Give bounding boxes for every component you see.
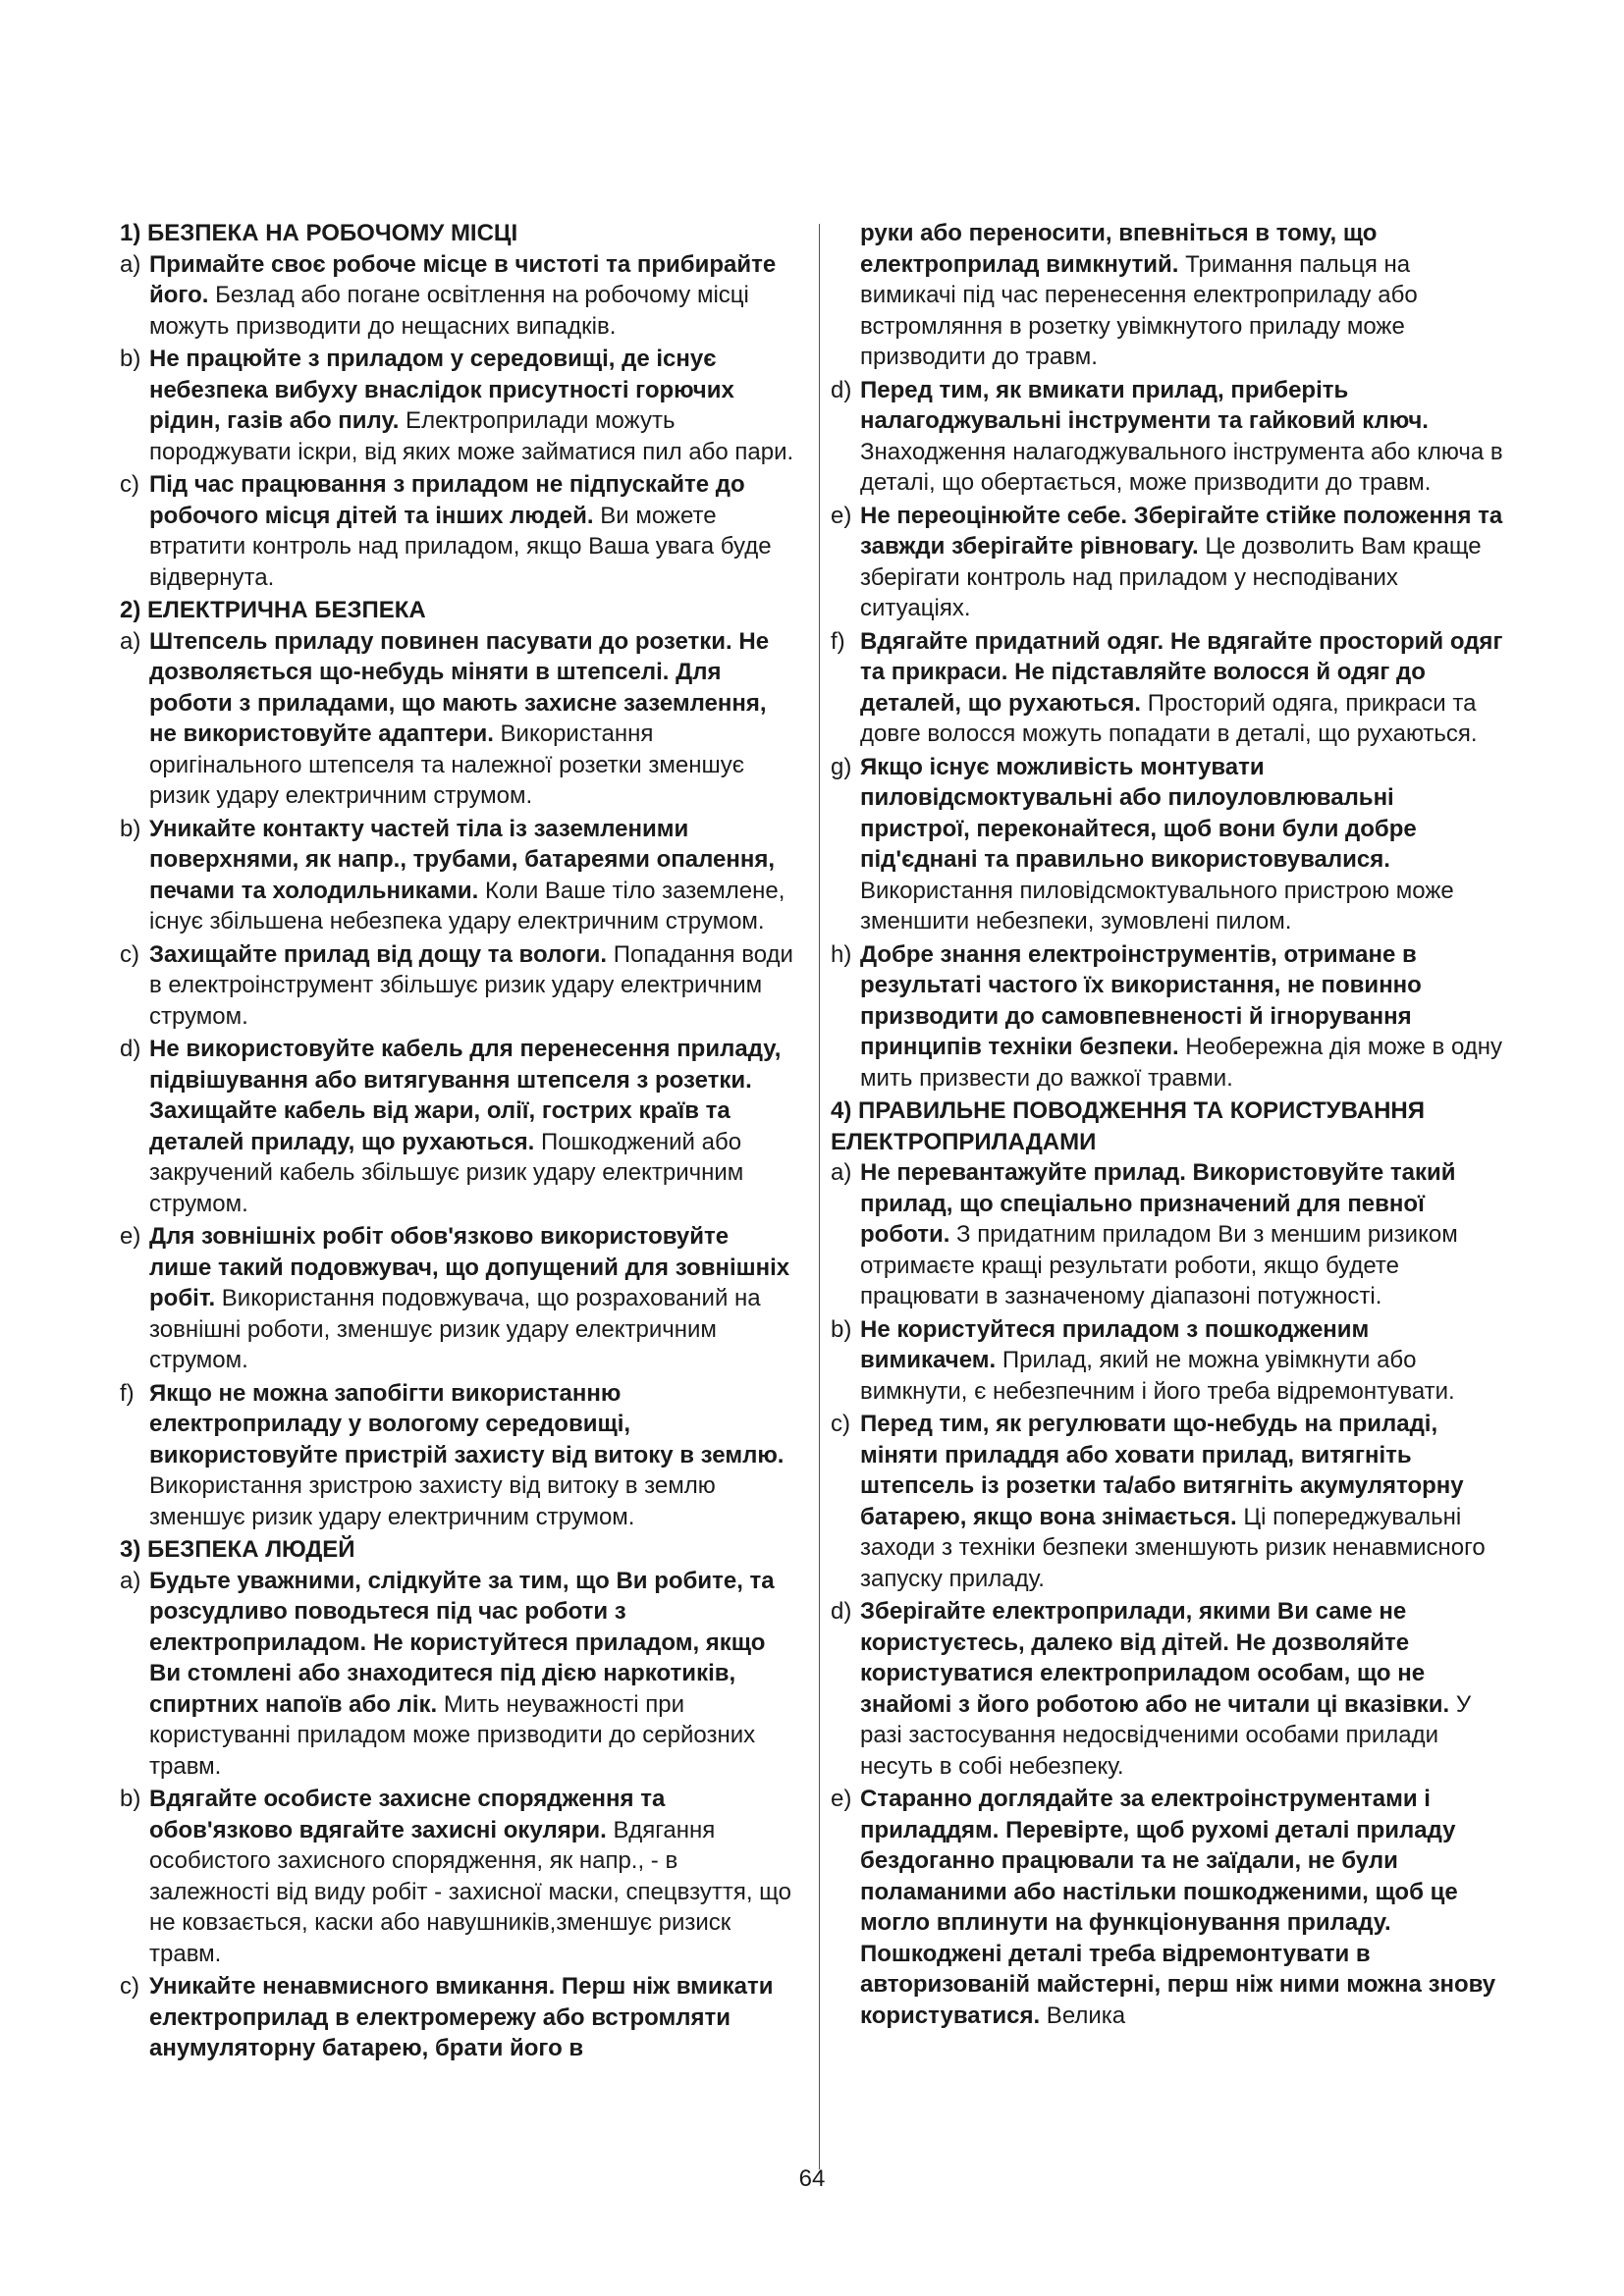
item-2a: a) Штепсель приладу повинен пасувати до розетки. Не дозволяється що-небудь міняти в штепселі. Для роботи з приладами, що мають захисне заземлення, не використовуйте адаптери. Використання оригінального штепселя та належної розетки зменшує ризик удару електричним струмом. <box>120 627 770 809</box>
item-3h: h) Добре знання електроінструментів, отримане в результаті частого їх використання, не повинно призводити до самовпевненості й ігнорування принципів техніки безпеки. Необережна дія може в одну мить призвести до важкої травми. <box>831 940 1503 1092</box>
item-4a: a) Не перевантажуйте прилад. Використовуйте такий прилад, що спеціально призначений для певної роботи. З придатним приладом Ви з меншим ризиком отримаєте кращі результати роботи, якщо будете працювати в зазначеному діапазоні потужності. <box>831 1159 1458 1309</box>
item-1c: c) Під час працювання з приладом не підпускайте до робочого місця дітей та інших людей. Ви можете втратити контроль над приладом, якщо Ваша увага буде відвернута. <box>120 471 772 591</box>
item-4e: e) Старанно доглядайте за електроінструментами і приладдям. Перевірте, щоб рухомі деталі приладу бездоганно працювали та не заїдали, не були поламаними або настільки пошкодженими, щоб це могло вплинути на функціонування приладу. Пошкоджені деталі треба відремонтувати в авторизованій майстерні, перш ніж ними можна знову користуватися. Велика <box>831 1786 1496 2029</box>
item-4d: d) Зберігайте електроприлади, якими Ви саме не користуєтесь, далеко від дітей. Не дозволяйте користуватися електроприладом особам, що не знайомі з його роботою або не читали ці вказівки. У разі застосування недосвідченими особами прилади несуть в собі небезпеку. <box>831 1598 1472 1780</box>
item-2f: f) Якщо не можна запобігти використанню електроприладу у вологому середовищі, використовуйте пристрій захисту від витоку в землю. Використання зристрою захисту від витоку в землю зменшує ризик удару електричним струмом. <box>120 1379 785 1530</box>
right-column <box>831 218 1508 2033</box>
section-heading-4: 4) ПРАВИЛЬНЕ ПОВОДЖЕННЯ ТА КОРИСТУВАННЯ ЕЛЕКТРОПРИЛАДАМИ <box>831 1097 1425 1155</box>
column-divider <box>819 224 820 2169</box>
item-2b: b) Уникайте контакту частей тіла із заземленими поверхнями, як напр., трубами, батареями опалення, печами та холодильниками. Коли Ваше тіло заземлене, існує збільшена небезпека удару електричним струмом. <box>120 815 785 934</box>
section-heading-3: 3) БЕЗПЕКА ЛЮДЕЙ <box>120 1536 355 1563</box>
item-3e: e) Не переоцінюйте себе. Зберігайте стійке положення та завжди зберігайте рівновагу. Це дозволить Вам краще зберігати контроль над приладом у несподіваних ситуаціях. <box>831 502 1503 621</box>
item-3c-continued: руки або переносити, впевніться в тому, що електроприлад вимкнутий. Тримання пальця на вимикачі під час перенесення електроприладу або встромляння в розетку увімкнутого приладу може призводити до травм. <box>860 220 1418 370</box>
left-column <box>120 218 797 2066</box>
section-heading-1: 1) БЕЗПЕКА НА РОБОЧОМУ МІСЦІ <box>120 220 518 246</box>
item-3f: f) Вдягайте придатний одяг. Не вдягайте просторий одяг та прикраси. Не підставляйте волосся й одяг до деталей, що рухаються. Просторий одяга, прикраси та довге волосся можуть попадати в деталі, що рухаються. <box>831 627 1503 747</box>
item-4b: b) Не користуйтеся приладом з пошкодженим вимикачем. Прилад, який не можна увімкнути або вимкнути, є небезпечним і його треба відремонтувати. <box>831 1315 1455 1405</box>
item-1b: b) Не працюйте з приладом у середовищі, де існує небезпека вибуху внаслідок присутності горючих рідин, газів або пилу. Електроприлади можуть породжувати іскри, від яких може займатися пил або пари. <box>120 346 794 465</box>
item-3b: b) Вдягайте особисте захисне спорядження та обов'язково вдягайте захисні окуляри. Вдягання особистого захисного спорядження, як напр., - в залежності від виду робіт - захисної маски, спецвзуття, що не ковзається, каски або навушників,зменшує ризиск травм. <box>120 1786 791 1967</box>
item-1a: a) Примайте своє робоче місце в чистоті та прибирайте його. Безлад або погане освітлення на робочому місці можуть призводити до нещасних випадків. <box>120 250 777 340</box>
page-number: 64 <box>798 2165 826 2192</box>
item-2d: d) Не використовуйте кабель для перенесення приладу, підвішування або витягування штепселя з розетки. Захищайте кабель від жари, олії, гострих країв та деталей приладу, що рухаються. Пошкоджений або закручений кабель збільшує ризик удару електричним струмом. <box>120 1036 782 1217</box>
section-heading-2: 2) ЕЛЕКТРИЧНА БЕЗПЕКА <box>120 597 426 623</box>
item-3g: g) Якщо існує можливість монтувати пиловідсмоктувальні або пилоуловлювальні пристрої, переконайтеся, щоб вони були добре під'єднані та правильно використовувалися. Використання пиловідсмоктувального пристрою може зменшити небезпеки, зумовлені пилом. <box>831 753 1454 934</box>
item-3a: a) Будьте уважними, слідкуйте за тим, що Ви робите, та розсудливо поводьтеся під час роботи з електроприладом. Не користуйтеся приладом, якщо Ви стомлені або знаходитеся під дією наркотиків, спиртних напоїв або лік. Мить неуважності при користуванні приладом може призводити до серйозних травм. <box>120 1567 775 1780</box>
item-3c: c) Уникайте ненавмисного вмикання. Перш ніж вмикати електроприлад в електромережу або встромляти анумуляторну батарею, брати його в <box>120 1973 774 2061</box>
item-4c: c) Перед тим, як регулювати що-небудь на приладі, міняти приладдя або ховати прилад, витягніть штепсель із розетки та/або витягніть акумуляторну батарею, якщо вона знімається. Ці попереджувальні заходи з техніки безпеки зменшують ризик ненавмисного запуску приладу. <box>831 1411 1486 1592</box>
item-2e: e) Для зовнішніх робіт обов'язково використовуйте лише такий подовжувач, що допущений для зовнішніх робіт. Використання подовжувача, що розрахований на зовнішні роботи, зменшує ризик удару електричним струмом. <box>120 1223 790 1373</box>
item-3d: d) Перед тим, як вмикати прилад, приберіть налагоджувальні інструменти та гайковий ключ. Знаходження налагоджувального інструмента або ключа в деталі, що обертається, може призводити до травм. <box>831 376 1503 496</box>
item-2c: c) Захищайте прилад від дощу та вологи. Попадання води в електроінструмент збільшує ризик удару електричним струмом. <box>120 940 793 1030</box>
